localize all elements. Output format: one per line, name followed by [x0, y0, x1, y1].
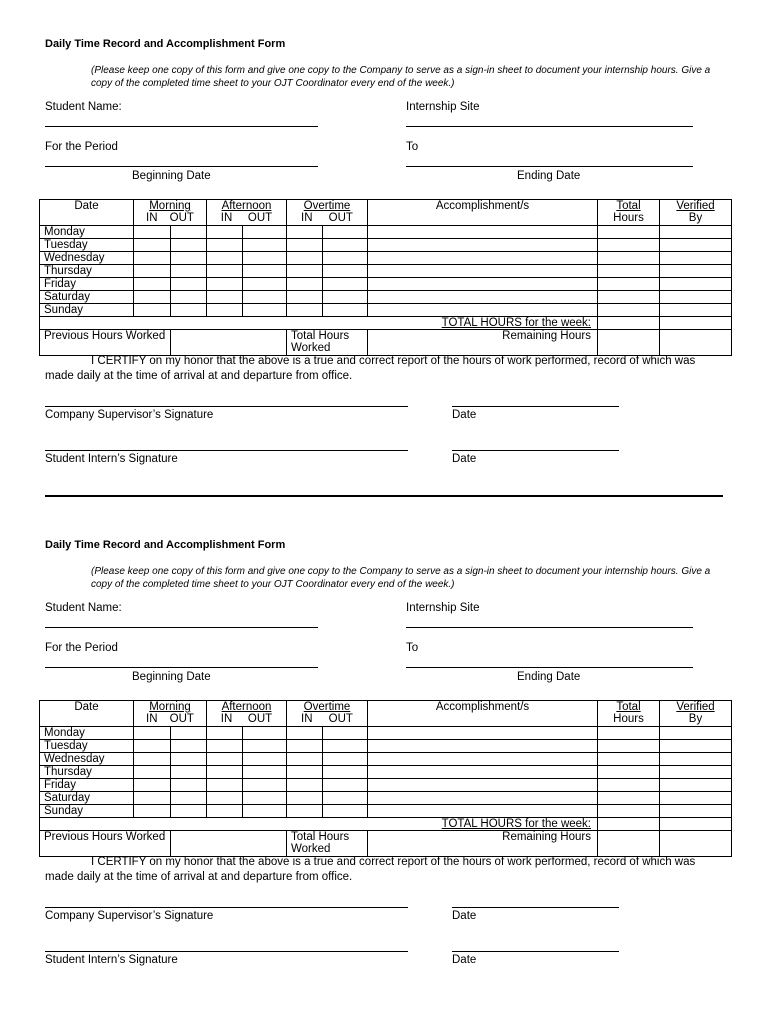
day-label: Thursday — [40, 265, 134, 278]
overtime-in-cell[interactable] — [287, 265, 323, 278]
afternoon-in-cell[interactable] — [207, 779, 243, 792]
afternoon-in-cell[interactable] — [207, 291, 243, 304]
accomplishment-cell[interactable] — [368, 727, 598, 740]
student-name-field[interactable] — [45, 627, 318, 628]
afternoon-in-cell[interactable] — [207, 226, 243, 239]
afternoon-out-cell[interactable] — [243, 766, 287, 779]
overtime-out-cell[interactable] — [323, 304, 368, 317]
total-hours-cell[interactable] — [598, 239, 660, 252]
verified-by-cell[interactable] — [660, 766, 732, 779]
ending-date-label: Ending Date — [517, 170, 581, 182]
total-hours-cell[interactable] — [598, 291, 660, 304]
total-hours-cell[interactable] — [598, 304, 660, 317]
accomplishment-cell[interactable] — [368, 753, 598, 766]
overtime-out-cell[interactable] — [323, 753, 368, 766]
day-row — [40, 278, 732, 291]
overtime-out-cell[interactable] — [323, 766, 368, 779]
afternoon-header: Afternoon IN OUT — [207, 200, 287, 226]
supervisor-date-field[interactable] — [452, 406, 619, 407]
form-separator — [45, 495, 723, 497]
morning-out-cell[interactable] — [171, 252, 207, 265]
total-hours-cell[interactable] — [598, 792, 660, 805]
student-signature-label: Student Intern’s Signature — [45, 954, 178, 966]
total-hours-header: Total Hours — [598, 701, 660, 727]
morning-header: Morning IN OUT — [134, 701, 207, 727]
previous-hours-label: Previous Hours Worked — [40, 831, 171, 857]
internship-site-field[interactable] — [406, 126, 693, 127]
afternoon-in-cell[interactable] — [207, 792, 243, 805]
day-row — [40, 805, 732, 818]
verified-by-cell[interactable] — [660, 779, 732, 792]
student-date-label: Date — [452, 453, 477, 465]
overtime-in-cell[interactable] — [287, 779, 323, 792]
morning-out-cell[interactable] — [171, 226, 207, 239]
for-period-label: For the Period — [45, 141, 118, 153]
afternoon-out-cell[interactable] — [243, 239, 287, 252]
total-week-label: TOTAL HOURS for the week: — [40, 317, 598, 330]
overtime-in-cell[interactable] — [287, 304, 323, 317]
supervisor-signature-label: Company Supervisor’s Signature — [45, 910, 214, 922]
afternoon-out-cell[interactable] — [243, 753, 287, 766]
overtime-out-cell[interactable] — [323, 291, 368, 304]
total-hours-cell[interactable] — [598, 252, 660, 265]
accomplishment-cell[interactable] — [368, 252, 598, 265]
day-row — [40, 304, 732, 317]
day-row — [40, 792, 732, 805]
morning-in-cell[interactable] — [134, 727, 171, 740]
morning-out-cell[interactable] — [171, 766, 207, 779]
remaining-hours-cell[interactable] — [660, 831, 732, 857]
day-row — [40, 740, 732, 753]
day-label: Wednesday — [40, 753, 134, 766]
remaining-hours-cell-a[interactable] — [598, 831, 660, 857]
afternoon-in-cell[interactable] — [207, 753, 243, 766]
supervisor-date-field[interactable] — [452, 907, 619, 908]
overtime-in-cell[interactable] — [287, 278, 323, 291]
remaining-hours-label: Remaining Hours — [502, 330, 591, 342]
previous-hours-cell[interactable] — [171, 330, 287, 356]
accomplishment-cell[interactable] — [368, 291, 598, 304]
total-hours-header: Total Hours — [598, 200, 660, 226]
date-header: Date — [40, 200, 134, 226]
internship-site-label: Internship Site — [406, 602, 480, 614]
total-hours-cell[interactable] — [598, 753, 660, 766]
student-name-field[interactable] — [45, 126, 318, 127]
verified-by-cell[interactable] — [660, 304, 732, 317]
overtime-out-cell[interactable] — [323, 779, 368, 792]
accomplishment-cell[interactable] — [368, 304, 598, 317]
student-name-label: Student Name: — [45, 101, 122, 113]
overtime-header: Overtime IN OUT — [287, 200, 368, 226]
morning-out-cell[interactable] — [171, 753, 207, 766]
total-hours-cell[interactable] — [598, 226, 660, 239]
total-hours-cell[interactable] — [598, 805, 660, 818]
afternoon-out-cell[interactable] — [243, 805, 287, 818]
morning-out-cell[interactable] — [171, 792, 207, 805]
supervisor-date-label: Date — [452, 409, 477, 421]
morning-out-cell[interactable] — [171, 239, 207, 252]
total-hours-worked-cell[interactable] — [368, 330, 598, 356]
verified-by-cell[interactable] — [660, 265, 732, 278]
student-signature-field[interactable] — [45, 951, 408, 952]
accomplishment-cell[interactable] — [368, 740, 598, 753]
overtime-out-cell[interactable] — [323, 740, 368, 753]
afternoon-in-cell[interactable] — [207, 740, 243, 753]
beginning-date-field[interactable] — [45, 667, 318, 668]
total-week-cell[interactable] — [598, 317, 660, 330]
day-row — [40, 291, 732, 304]
morning-in-cell[interactable] — [134, 805, 171, 818]
day-label: Sunday — [40, 805, 134, 818]
total-week-cell[interactable] — [598, 818, 660, 831]
to-label: To — [406, 642, 419, 654]
overtime-in-cell[interactable] — [287, 753, 323, 766]
verified-by-cell[interactable] — [660, 239, 732, 252]
overtime-out-cell[interactable] — [323, 226, 368, 239]
afternoon-in-cell[interactable] — [207, 727, 243, 740]
morning-out-cell[interactable] — [171, 740, 207, 753]
overtime-in-cell[interactable] — [287, 727, 323, 740]
overtime-in-cell[interactable] — [287, 252, 323, 265]
remaining-hours-label: Remaining Hours — [502, 831, 591, 843]
verified-by-cell[interactable] — [660, 291, 732, 304]
morning-in-cell[interactable] — [134, 291, 171, 304]
overtime-out-cell[interactable] — [323, 278, 368, 291]
remaining-hours-cell-a[interactable] — [598, 330, 660, 356]
student-date-label: Date — [452, 954, 477, 966]
day-row — [40, 766, 732, 779]
day-label: Thursday — [40, 766, 134, 779]
morning-in-cell[interactable] — [134, 766, 171, 779]
afternoon-in-cell[interactable] — [207, 766, 243, 779]
afternoon-out-cell[interactable] — [243, 265, 287, 278]
afternoon-out-cell[interactable] — [243, 291, 287, 304]
beginning-date-label: Beginning Date — [132, 170, 211, 182]
day-label: Friday — [40, 779, 134, 792]
overtime-in-cell[interactable] — [287, 226, 323, 239]
day-row — [40, 727, 732, 740]
accomplishments-header: Accomplishment/s — [368, 701, 598, 727]
accomplishment-cell[interactable] — [368, 226, 598, 239]
afternoon-out-cell[interactable] — [243, 727, 287, 740]
afternoon-out-cell[interactable] — [243, 226, 287, 239]
total-week-label: TOTAL HOURS for the week: — [40, 818, 598, 831]
day-row — [40, 252, 732, 265]
total-hours-cell[interactable] — [598, 727, 660, 740]
morning-in-cell[interactable] — [134, 792, 171, 805]
morning-in-cell[interactable] — [134, 740, 171, 753]
internship-site-field[interactable] — [406, 627, 693, 628]
day-label: Tuesday — [40, 239, 134, 252]
morning-in-cell[interactable] — [134, 304, 171, 317]
verified-by-header: Verified By — [660, 701, 732, 727]
accomplishment-cell[interactable] — [368, 278, 598, 291]
total-hours-cell[interactable] — [598, 278, 660, 291]
morning-out-cell[interactable] — [171, 727, 207, 740]
ending-date-field[interactable] — [406, 166, 693, 167]
day-row — [40, 779, 732, 792]
afternoon-in-cell[interactable] — [207, 278, 243, 291]
verified-by-cell[interactable] — [660, 226, 732, 239]
dtr-form-2 — [0, 501, 768, 1001]
day-label: Wednesday — [40, 252, 134, 265]
day-row — [40, 226, 732, 239]
certification-text: I CERTIFY on my honor that the above is a true and correct report of the hours of work performed, record of which was made daily at the time of arrival at and departure from office. — [45, 856, 696, 883]
overtime-in-cell[interactable] — [287, 766, 323, 779]
form-instructions: (Please keep one copy of this form and give one copy to the Company to serve as a sign-in sheet to document your internship hours. Give a copy of the completed time sheet to your OJT Coordinator every end of the week.) — [91, 65, 711, 89]
form-instructions: (Please keep one copy of this form and give one copy to the Company to serve as a sign-in sheet to document your internship hours. Give a copy of the completed time sheet to your OJT Coordinator every end of the week.) — [91, 566, 711, 590]
day-row — [40, 265, 732, 278]
day-label: Monday — [40, 727, 134, 740]
supervisor-signature-field[interactable] — [45, 406, 408, 407]
afternoon-out-cell[interactable] — [243, 740, 287, 753]
student-signature-field[interactable] — [45, 450, 408, 451]
total-week-verified-cell[interactable] — [660, 818, 732, 831]
overtime-out-cell[interactable] — [323, 265, 368, 278]
form-title: Daily Time Record and Accomplishment Form — [45, 38, 286, 50]
accomplishment-cell[interactable] — [368, 805, 598, 818]
verified-by-cell[interactable] — [660, 753, 732, 766]
morning-out-cell[interactable] — [171, 278, 207, 291]
afternoon-out-cell[interactable] — [243, 252, 287, 265]
verified-by-cell[interactable] — [660, 792, 732, 805]
morning-in-cell[interactable] — [134, 779, 171, 792]
accomplishment-cell[interactable] — [368, 779, 598, 792]
for-period-label: For the Period — [45, 642, 118, 654]
student-date-field[interactable] — [452, 951, 619, 952]
total-week-verified-cell[interactable] — [660, 317, 732, 330]
day-label: Saturday — [40, 291, 134, 304]
overtime-in-cell[interactable] — [287, 805, 323, 818]
verified-by-cell[interactable] — [660, 278, 732, 291]
date-header: Date — [40, 701, 134, 727]
verified-by-cell[interactable] — [660, 805, 732, 818]
afternoon-in-cell[interactable] — [207, 805, 243, 818]
ending-date-field[interactable] — [406, 667, 693, 668]
overtime-in-cell[interactable] — [287, 239, 323, 252]
accomplishment-cell[interactable] — [368, 265, 598, 278]
morning-in-cell[interactable] — [134, 226, 171, 239]
total-hours-cell[interactable] — [598, 766, 660, 779]
afternoon-out-cell[interactable] — [243, 278, 287, 291]
day-label: Monday — [40, 226, 134, 239]
morning-in-cell[interactable] — [134, 252, 171, 265]
day-label: Saturday — [40, 792, 134, 805]
verified-by-cell[interactable] — [660, 252, 732, 265]
morning-in-cell[interactable] — [134, 265, 171, 278]
time-record-table — [39, 199, 732, 356]
overtime-out-cell[interactable] — [323, 252, 368, 265]
afternoon-in-cell[interactable] — [207, 252, 243, 265]
verified-by-cell[interactable] — [660, 740, 732, 753]
supervisor-signature-label: Company Supervisor’s Signature — [45, 409, 214, 421]
morning-in-cell[interactable] — [134, 239, 171, 252]
form-title: Daily Time Record and Accomplishment Form — [45, 539, 286, 551]
afternoon-header: Afternoon IN OUT — [207, 701, 287, 727]
remaining-hours-cell[interactable] — [660, 330, 732, 356]
student-date-field[interactable] — [452, 450, 619, 451]
internship-site-label: Internship Site — [406, 101, 480, 113]
afternoon-in-cell[interactable] — [207, 265, 243, 278]
accomplishment-cell[interactable] — [368, 766, 598, 779]
day-label: Tuesday — [40, 740, 134, 753]
day-row — [40, 753, 732, 766]
accomplishment-cell[interactable] — [368, 792, 598, 805]
student-name-label: Student Name: — [45, 602, 122, 614]
total-hours-cell[interactable] — [598, 740, 660, 753]
morning-in-cell[interactable] — [134, 278, 171, 291]
overtime-in-cell[interactable] — [287, 792, 323, 805]
morning-in-cell[interactable] — [134, 753, 171, 766]
ending-date-label: Ending Date — [517, 671, 581, 683]
total-hours-worked-label: Total Hours Worked — [287, 831, 368, 857]
afternoon-in-cell[interactable] — [207, 239, 243, 252]
dtr-form-1 — [0, 0, 768, 500]
student-signature-label: Student Intern’s Signature — [45, 453, 178, 465]
certification-text: I CERTIFY on my honor that the above is a true and correct report of the hours of work performed, record of which was made daily at the time of arrival at and departure from office. — [45, 355, 696, 382]
afternoon-out-cell[interactable] — [243, 792, 287, 805]
overtime-out-cell[interactable] — [323, 239, 368, 252]
morning-out-cell[interactable] — [171, 779, 207, 792]
day-label: Friday — [40, 278, 134, 291]
overtime-out-cell[interactable] — [323, 792, 368, 805]
morning-out-cell[interactable] — [171, 265, 207, 278]
overtime-header: Overtime IN OUT — [287, 701, 368, 727]
supervisor-date-label: Date — [452, 910, 477, 922]
time-record-table — [39, 700, 732, 857]
overtime-out-cell[interactable] — [323, 805, 368, 818]
total-hours-worked-cell[interactable] — [368, 831, 598, 857]
supervisor-signature-field[interactable] — [45, 907, 408, 908]
overtime-out-cell[interactable] — [323, 727, 368, 740]
total-hours-cell[interactable] — [598, 265, 660, 278]
afternoon-in-cell[interactable] — [207, 304, 243, 317]
morning-out-cell[interactable] — [171, 304, 207, 317]
previous-hours-label: Previous Hours Worked — [40, 330, 171, 356]
beginning-date-field[interactable] — [45, 166, 318, 167]
verified-by-cell[interactable] — [660, 727, 732, 740]
overtime-in-cell[interactable] — [287, 291, 323, 304]
accomplishments-header: Accomplishment/s — [368, 200, 598, 226]
afternoon-out-cell[interactable] — [243, 779, 287, 792]
accomplishment-cell[interactable] — [368, 239, 598, 252]
afternoon-out-cell[interactable] — [243, 304, 287, 317]
morning-header: Morning IN OUT — [134, 200, 207, 226]
total-hours-worked-label: Total Hours Worked — [287, 330, 368, 356]
beginning-date-label: Beginning Date — [132, 671, 211, 683]
morning-out-cell[interactable] — [171, 805, 207, 818]
morning-out-cell[interactable] — [171, 291, 207, 304]
to-label: To — [406, 141, 419, 153]
overtime-in-cell[interactable] — [287, 740, 323, 753]
verified-by-header: Verified By — [660, 200, 732, 226]
day-row — [40, 239, 732, 252]
day-label: Sunday — [40, 304, 134, 317]
previous-hours-cell[interactable] — [171, 831, 287, 857]
total-hours-cell[interactable] — [598, 779, 660, 792]
